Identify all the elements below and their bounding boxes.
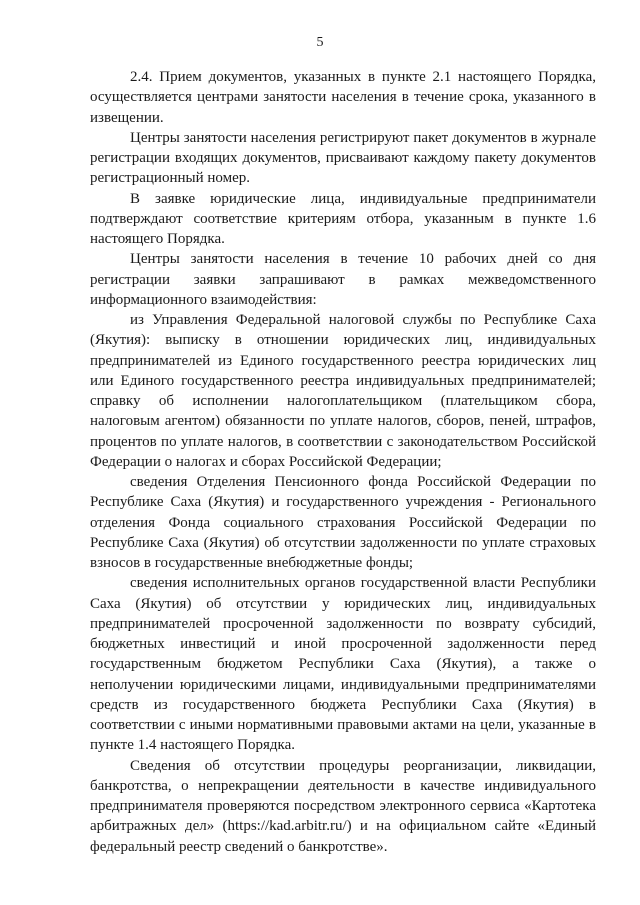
- page-number: 5: [316, 35, 324, 50]
- paragraph-bankruptcy-check: Сведения об отсутствии процедуры реорганизации, ликвидации, банкротства, о непрекращении деятельности в качестве индивидуального предпринимателя проверяются посредством электронного сервиса «Картотека арбитражных дел» (https://kad.arbitr.ru/) и на официальном сайте «Единый федеральный реестр сведений о банкротстве».: [90, 757, 596, 855]
- paragraph-criteria-confirmation: В заявке юридические лица, индивидуальные предприниматели подтверждают соответствие критериям отбора, указанным в пункте 1.6 настоящего Порядка.: [90, 190, 596, 247]
- paragraph-interagency-request: Центры занятости населения в течение 10 рабочих дней со дня регистрации заявки запрашивают в рамках межведомственного информационного взаимодействия:: [90, 251, 596, 308]
- document-body: [90, 67, 596, 857]
- paragraph-tax-service: из Управления Федеральной налоговой службы по Республике Саха (Якутия): выписку в отношении юридических лиц, индивидуальных предпринимателей из Единого государственного реестра юридических лиц или Единого государственного реестра индивидуальных предпринимателей; справку об исполнении налогоплательщиком (плательщиком сбора, налоговым агентом) обязанности по уплате налогов, сборов, пеней, штрафов, процентов по уплате налогов, в соответствии с законодательством Российской Федерации о налогах и сборах Российской Федерации;: [90, 312, 596, 470]
- paragraph-pension-fund: сведения Отделения Пенсионного фонда Российской Федерации по Республике Саха (Якутия) и государственного учреждения - Регионального отделения Фонда социального страхования Российской Федерации по Республике Саха (Якутия) об отсутствии задолженности по уплате страховых взносов в государственные внебюджетные фонды;: [90, 474, 596, 571]
- paragraph-registration: Центры занятости населения регистрируют пакет документов в журнале регистрации входящих документов, присваивают каждому пакету документов регистрационный номер.: [90, 129, 596, 187]
- paragraph-document-intake: 2.4. Прием документов, указанных в пункте 2.1 настоящего Порядка, осуществляется центрами занятости населения в течение срока, указанного в извещении.: [90, 69, 596, 126]
- paragraph-executive-bodies: сведения исполнительных органов государственной власти Республики Саха (Якутия) об отсутствии у юридических лиц, индивидуальных предпринимателей просроченной задолженности по возврату субсидий, бюджетных инвестиций и иной просроченной задолженности перед государственным бюджетом Республики Саха (Якутия), а также о неполучении юридическими лицами, индивидуальными предпринимателями средств из государственного бюджета Республики Саха (Якутия) в соответствии с иными нормативными правовыми актами на цели, указанные в пункте 1.4 настоящего Порядка.: [90, 575, 596, 754]
